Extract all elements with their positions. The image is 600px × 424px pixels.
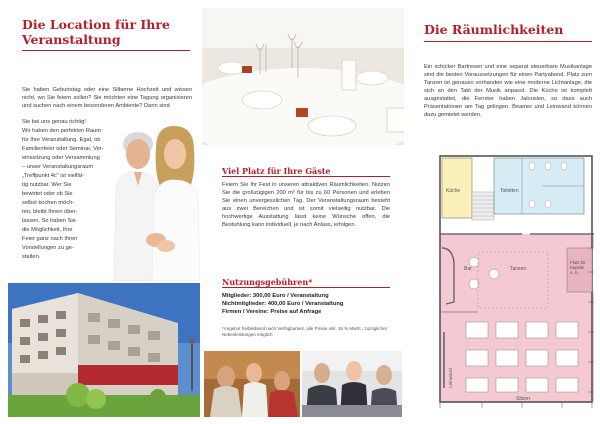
- rooms-text: Ein schicker Bartresen und eine separat steuerbare Musikanlage sind die besten Voraussetzungen für einen Partyabend. Platz zum Tanzen ist genauso vorhanden wie eine moderne Lichtanlage, die sich an den Takt der Musik anpasst. Die Küche ist komplett ausgestattet, die Fenster haben Jalousien, so dass auch Präsentationen am Tag gelingen. Beamer und Leinwand können dazu gemietet werden.: [424, 64, 592, 118]
- location-text-line: Vorstellungen zu ge-: [22, 245, 74, 251]
- floorplan-seating-label: Sitzen: [516, 396, 530, 402]
- fees-heading-underline: [222, 287, 390, 288]
- location-text-line: lassen. So haben Sie: [22, 218, 76, 224]
- location-text-line: Feier ganz nach Ihren: [22, 236, 78, 242]
- location-text-line: für Ihre Veranstaltung. Egal, ob: [22, 137, 101, 143]
- location-text-line: selbst kochen möch-: [22, 200, 75, 206]
- couple-photo: [108, 118, 202, 281]
- space-heading-underline: [222, 176, 390, 177]
- location-panel: [0, 0, 202, 424]
- space-panel: [202, 0, 404, 424]
- floor-plan: [422, 152, 594, 414]
- space-text: Feiern Sie Ihr Fest in unseren attraktiven Räumlichkeiten. Nutzen Sie die großzügigen 200 m² für bis zu 60 Personen und erleben Sie einen unvergesslichen Tag. Der Veranstaltungsraum besteht aus zwei Bereichen und ist somit vielseitig nutzbar. Die hochwertige Ausstattung lässt keine Wünsche offen, die Bestuhlung kann individuell, je nach Anlass, erfolgen.: [222, 182, 390, 228]
- location-text-line: – unser Veranstaltungsraum: [22, 164, 94, 170]
- business-meeting-photo: [302, 351, 402, 417]
- rooms-heading-underline: [424, 41, 592, 42]
- location-text-line: stalten.: [22, 254, 41, 260]
- location-text-line: Sie bei uns genau richtig!: [22, 119, 86, 125]
- location-text-line: einssitzung oder Versammlung: [22, 155, 100, 161]
- location-text-line: Familienfeier oder Seminar, Ver-: [22, 146, 104, 152]
- party-guests-photo: [204, 351, 300, 417]
- location-text-line: Wir haben den perfekten Raum: [22, 128, 102, 134]
- floorplan-dance-label: Tanzen: [510, 266, 527, 272]
- location-text-line: tig nutzbar. Wer Sie: [22, 182, 72, 188]
- floorplan-kitchen-label: Küche: [446, 188, 461, 194]
- floorplan-bar-label: Bar: [464, 266, 472, 272]
- location-heading: Die Location für Ihre Veranstaltung: [22, 17, 170, 47]
- space-heading: Viel Platz für Ihre Gäste: [222, 166, 331, 176]
- location-text-line: bewirtet oder ob Sie: [22, 191, 73, 197]
- rooms-panel: [404, 0, 600, 424]
- dining-room-photo: [202, 8, 404, 145]
- rooms-heading: Die Räumlichkeiten: [424, 22, 564, 37]
- floorplan-chapel-label: Platz für Kapelle o. Ä.: [570, 260, 586, 275]
- fee-companies: Firmen / Vereine: Preise auf Anfrage: [222, 309, 322, 315]
- building-photo: [8, 283, 200, 417]
- location-text-line: „Treffpunkt 4c“ ist vielfäl-: [22, 173, 84, 179]
- location-intro-paragraph: Sie haben Geburtstag oder eine Silberne Hochzeit und wissen nicht, wo Sie feiern sollen? Sie möchten eine Tagung organisieren und suchen nach einem besonderen Ambiente? Dann sind: [22, 87, 192, 109]
- floorplan-toilets-label: Toiletten: [500, 188, 519, 194]
- fee-members: Mitglieder: 300,00 Euro / Veranstaltung: [222, 293, 329, 299]
- fees-heading: Nutzungsgebühren*: [222, 277, 313, 287]
- location-text-line: ten, bleibt Ihnen über-: [22, 209, 78, 215]
- fee-non-members: Nichtmitglieder: 400,00 Euro / Veranstaltung: [222, 301, 344, 307]
- location-text-line: die Möglichkeit, Ihre: [22, 227, 73, 233]
- fee-footnote: *Angebot freibleibend nach Verfügbarkeit, alle Preise inkl. 19 % MwSt., zuzüglicher Nebenleistungen möglich: [222, 326, 388, 337]
- heading-underline: [22, 50, 190, 51]
- floorplan-screen-label: Leinwand: [448, 368, 453, 388]
